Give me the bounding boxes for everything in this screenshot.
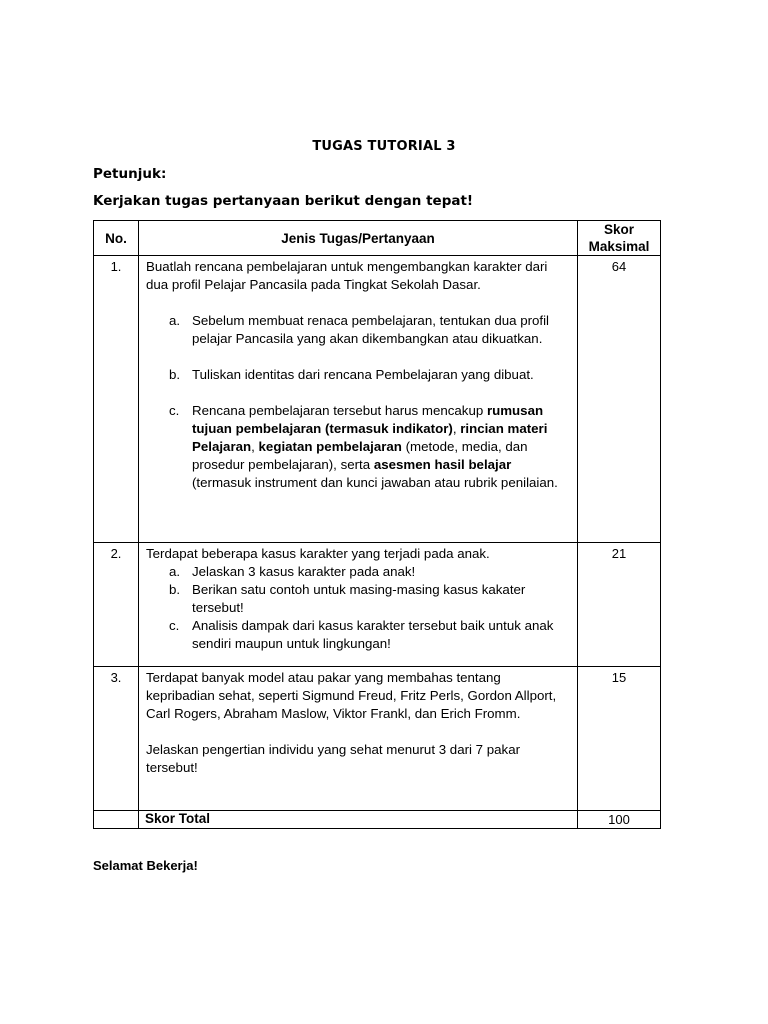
row-number: 3.: [94, 667, 139, 811]
row-number: 1.: [94, 256, 139, 543]
table-row: [94, 256, 661, 543]
table-header-row: [94, 221, 661, 256]
task-table: [93, 220, 661, 829]
header-no: No.: [94, 221, 139, 256]
list-item: a. Sebelum membuat renaca pembelajaran, tentukan dua profil pelajar Pancasila yang akan dikembangkan atau dikuatkan.: [169, 313, 550, 346]
task-intro: Terdapat banyak model atau pakar yang membahas tentang kepribadian sehat, seperti Sigmund Freud, Fritz Perls, Gordon Allport, Carl Rogers, Abraham Maslow, Viktor Frankl, dan Erich Fromm.: [146, 670, 557, 721]
header-jenis: Jenis Tugas/Pertanyaan: [139, 221, 578, 256]
list-item: b. Tuliskan identitas dari rencana Pembelajaran yang dibuat.: [169, 367, 534, 382]
petunjuk-heading: Petunjuk:: [93, 166, 167, 182]
total-value: 100: [578, 811, 661, 829]
instruction-text: Kerjakan tugas pertanyaan berikut dengan tepat!: [93, 193, 474, 209]
list-item: a. Jelaskan 3 kasus karakter pada anak!: [169, 564, 416, 579]
row-number: 2.: [94, 543, 139, 667]
document-title: TUGAS TUTORIAL 3: [312, 139, 456, 154]
task-intro: Terdapat beberapa kasus karakter yang terjadi pada anak.: [146, 546, 490, 561]
task-question: Jelaskan pengertian individu yang sehat menurut 3 dari 7 pakar tersebut!: [146, 742, 521, 775]
table-row: [94, 667, 661, 811]
list-item: c. Rencana pembelajaran tersebut harus mencakup rumusan tujuan pembelajaran (termasuk indikator), rincian materi Pelajaran, kegiatan pembelajaran (metode, media, dan prosedur pembelajaran), serta asesmen hasil belajar (termasuk instrument dan kunci jawaban atau rubrik penilaian.: [169, 403, 558, 490]
task-cell: [139, 543, 578, 667]
list-item: b. Berikan satu contoh untuk masing-masing kasus kakater tersebut!: [169, 582, 526, 615]
task-intro: Buatlah rencana pembelajaran untuk mengembangkan karakter dari dua profil Pelajar Pancasila pada Tingkat Sekolah Dasar.: [146, 259, 548, 292]
closing-text: Selamat Bekerja!: [93, 858, 198, 873]
list-item: c. Analisis dampak dari kasus karakter tersebut baik untuk anak sendiri maupun untuk lingkungan!: [169, 618, 554, 651]
max-score: 64: [578, 256, 661, 543]
task-cell: [139, 667, 578, 811]
max-score: 21: [578, 543, 661, 667]
total-empty-cell: [94, 811, 139, 829]
task-cell: [139, 256, 578, 543]
total-label: Skor Total: [139, 811, 578, 829]
max-score: 15: [578, 667, 661, 811]
header-skor: Skor Maksimal: [578, 221, 661, 256]
table-row: [94, 543, 661, 667]
total-row: [94, 811, 661, 829]
